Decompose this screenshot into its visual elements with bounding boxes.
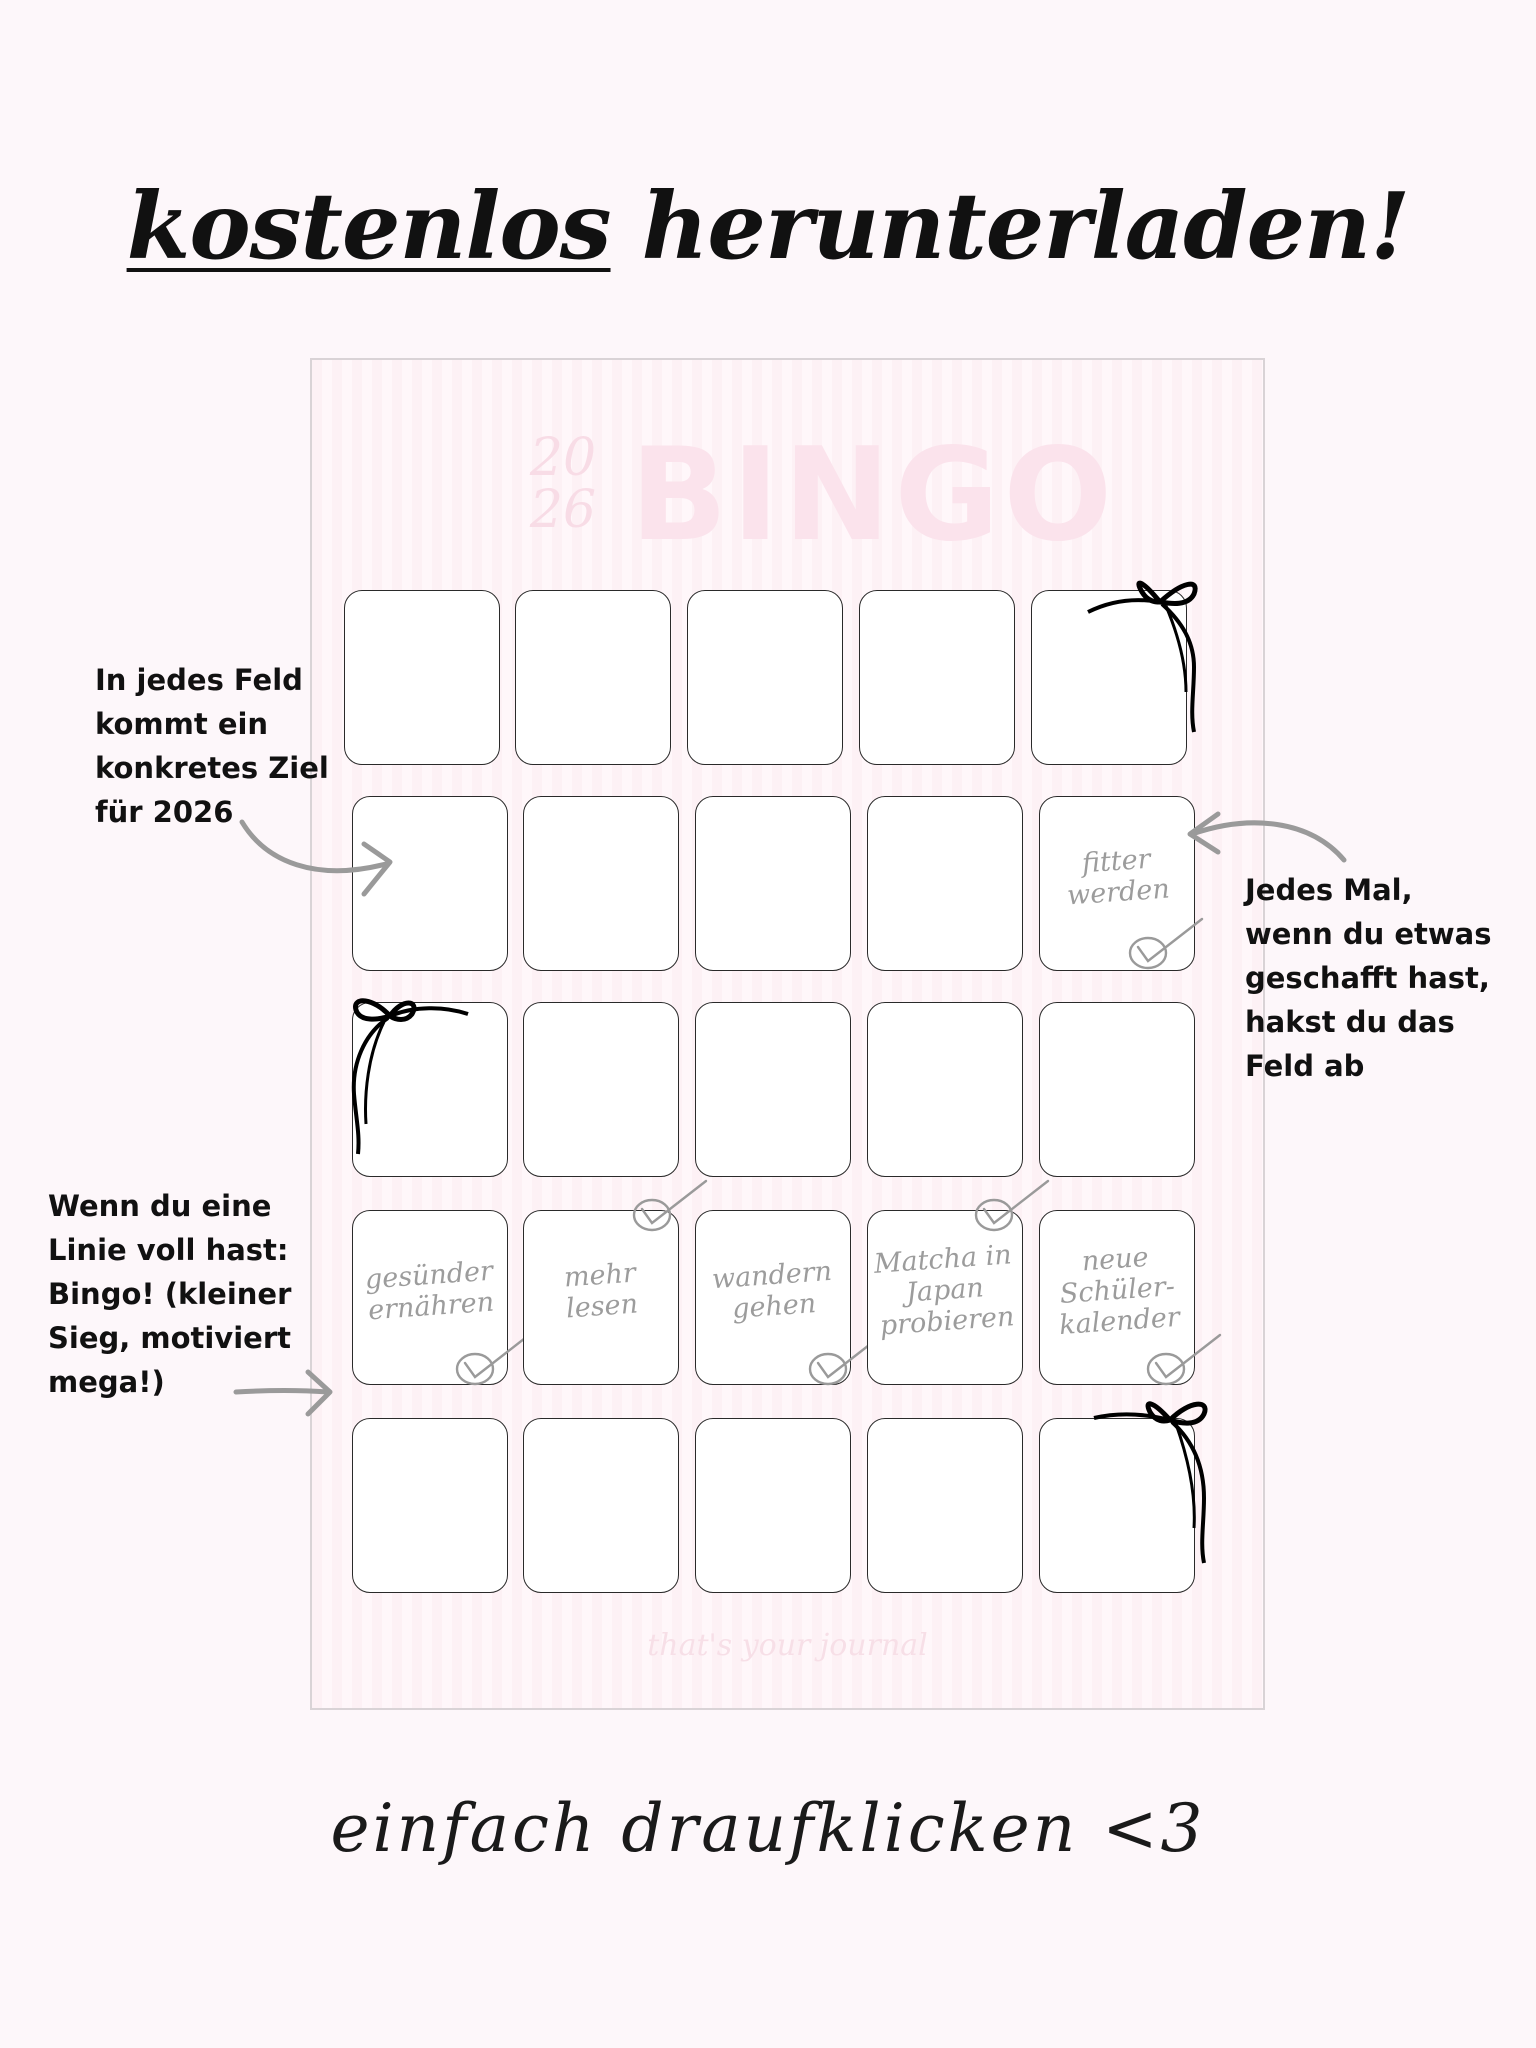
headline-underlined: kostenlos xyxy=(126,172,611,280)
bingo-cell xyxy=(1039,1210,1195,1385)
bingo-cell xyxy=(867,1418,1023,1593)
headline xyxy=(0,172,1536,280)
bingo-cell xyxy=(1031,590,1187,765)
goal-text: Matcha in Japan probieren xyxy=(873,1239,1016,1342)
note-check-off: Jedes Mal, wenn du etwas geschafft hast, hakst du das Feld ab xyxy=(1245,873,1492,1083)
bingo-cell xyxy=(352,796,508,971)
bingo-cell xyxy=(352,1418,508,1593)
check-icon xyxy=(1128,915,1206,973)
bingo-cell xyxy=(1039,1002,1195,1177)
year-mark xyxy=(522,428,604,540)
bingo-cell xyxy=(352,1210,508,1385)
check-icon xyxy=(455,1331,533,1389)
goal-text: gesünder ernähren xyxy=(363,1255,496,1326)
bingo-cell xyxy=(344,590,500,765)
goal-text: neue Schüler- kalender xyxy=(1057,1241,1181,1342)
bingo-cell xyxy=(695,1210,851,1385)
headline-rest: herunterladen! xyxy=(610,172,1410,280)
note-bingo-line: Wenn du eine Linie voll hast: Bingo! (kleiner Sieg, motiviert mega!) xyxy=(48,1189,292,1399)
download-link[interactable]: einfach draufklicken <3 xyxy=(330,1790,1206,1867)
bingo-cell xyxy=(867,1210,1023,1385)
check-icon xyxy=(1146,1331,1224,1389)
goal-text: wandern gehen xyxy=(710,1255,833,1325)
sheet-footer: that's your journal xyxy=(647,1628,928,1663)
bingo-cell xyxy=(695,796,851,971)
bingo-cell xyxy=(867,1002,1023,1177)
bingo-cell xyxy=(859,590,1015,765)
bingo-title: BINGO xyxy=(630,421,1117,570)
goal-text: fitter werden xyxy=(1065,843,1171,912)
year-top: 20 xyxy=(529,428,597,488)
bingo-cell xyxy=(523,1210,679,1385)
goal-text: mehr lesen xyxy=(562,1257,639,1324)
bingo-preview-sheet[interactable] xyxy=(310,358,1265,1710)
bingo-cell xyxy=(523,1418,679,1593)
bingo-cell xyxy=(515,590,671,765)
bingo-cell xyxy=(867,796,1023,971)
bingo-cell xyxy=(523,796,679,971)
bingo-cell xyxy=(695,1418,851,1593)
bingo-cell xyxy=(1039,1418,1195,1593)
bingo-cell xyxy=(352,1002,508,1177)
year-bottom: 26 xyxy=(529,480,597,540)
bingo-cell xyxy=(687,590,843,765)
bingo-cell xyxy=(695,1002,851,1177)
bingo-cell xyxy=(1039,796,1195,971)
note-goal-per-field: In jedes Feld kommt ein konkretes Ziel für 2026 xyxy=(95,663,329,829)
bingo-cell xyxy=(523,1002,679,1177)
